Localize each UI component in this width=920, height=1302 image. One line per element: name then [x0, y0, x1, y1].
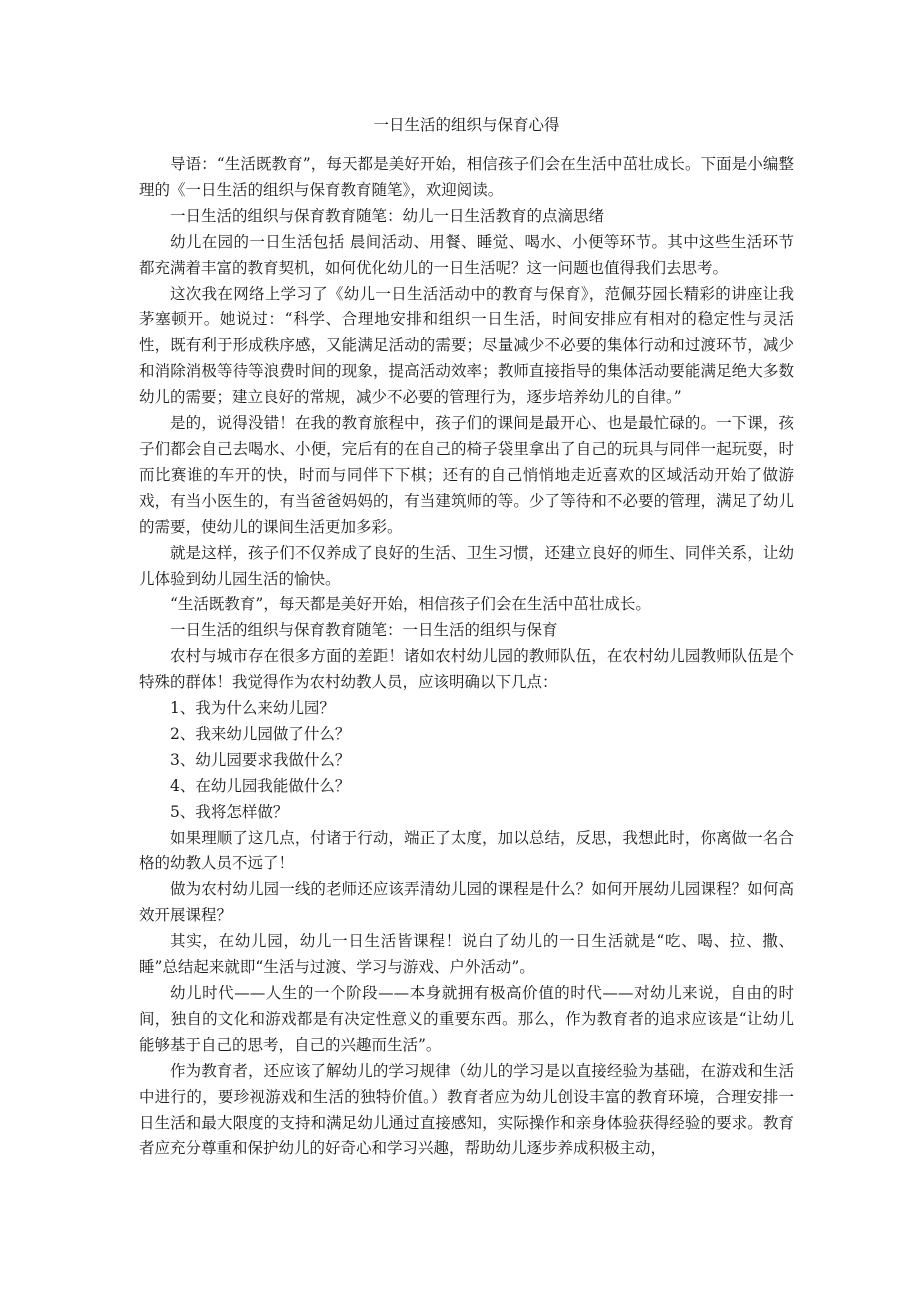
paragraph: 幼儿在园的一日生活包括 晨间活动、用餐、睡觉、喝水、小便等环节。其中这些生活环节都充满着丰富的教育契机，如何优化幼儿的一日生活呢？这一问题也值得我们去思考。	[139, 232, 794, 277]
paragraph: 做为农村幼儿园一线的老师还应该弄清幼儿园的课程是什么？如何开展幼儿园课程？如何高效开展课程？	[139, 880, 794, 925]
list-item: 1、我为什么来幼儿园？	[170, 699, 335, 718]
paragraph: 幼儿时代——人生的一个阶段——本身就拥有极高价值的时代——对幼儿来说，自由的时间，独自的文化和游戏都是有决定性意义的重要东西。那么，作为教育者的追求应该是“让幼儿能够基于自己的思考，自己的兴趣而生活”。	[139, 984, 794, 1054]
document-page	[139, 112, 794, 1162]
paragraph: 这次我在网络上学习了《幼儿一日生活活动中的教育与保育》，范佩芬园长精彩的讲座让我茅塞顿开。她说过：“科学、合理地安排和组织一日生活，时间安排应有相对的稳定性与灵活性，既有利于形成秩序感，又能满足活动的需要；尽量减少不必要的集体行动和过渡环节，减少和消除消极等待等浪费时间的现象，提高活动效率；教师直接指导的集体活动要能满足绝大多数幼儿的需要；建立良好的常规，减少不必要的管理行为，逐步培养幼儿的自律。”	[139, 284, 794, 407]
paragraph-intro: 导语：“生活既教育”，每天都是美好开始，相信孩子们会在生活中茁壮成长。下面是小编整理的《一日生活的组织与保育教育随笔》，欢迎阅读。	[139, 155, 794, 199]
paragraph: 是的，说得没错！在我的教育旅程中，孩子们的课间是最开心、也是最忙碌的。一下课，孩子们都会自己去喝水、小便，完后有的在自己的椅子袋里拿出了自己的玩具与同伴一起玩耍，时而比赛谁的车开的快，时而与同伴下下棋；还有的自己悄悄地走近喜欢的区域活动开始了做游戏，有当小医生的，有当爸爸妈妈的，有当建筑师的等。少了等待和不必要的管理，满足了幼儿的需要，使幼儿的课间生活更加多彩。	[139, 414, 794, 536]
paragraph: 农村与城市存在很多方面的差距！诸如农村幼儿园的教师队伍，在农村幼儿园教师队伍是个特殊的群体！我觉得作为农村幼教人员，应该明确以下几点：	[139, 647, 794, 692]
section-heading-2: 一日生活的组织与保育教育随笔：一日生活的组织与保育	[170, 621, 558, 640]
paragraph: 如果理顺了这几点，付诸于行动，端正了太度，加以总结，反思，我想此时，你离做一名合格的幼教人员不远了！	[139, 828, 794, 873]
paragraph: 就是这样，孩子们不仅养成了良好的生活、卫生习惯，还建立良好的师生、同伴关系，让幼儿体验到幼儿园生活的愉快。	[139, 543, 794, 588]
paragraph: “生活既教育”，每天都是美好开始，相信孩子们会在生活中茁壮成长。	[170, 595, 651, 614]
paragraph: 其实，在幼儿园，幼儿一日生活皆课程！说白了幼儿的一日生活就是“吃、喝、拉、撒、睡”总结起来就即“生活与过渡、学习与游戏、户外活动”。	[139, 932, 794, 977]
section-heading-1: 一日生活的组织与保育教育随笔：幼儿一日生活教育的点滴思绪	[170, 206, 605, 225]
paragraph: 作为教育者，还应该了解幼儿的学习规律（幼儿的学习是以直接经验为基础，在游戏和生活中进行的，要珍视游戏和生活的独特价值。）教育者应为幼儿创设丰富的教育环境，合理安排一日生活和最大限度的支持和满足幼儿通过直接感知，实际操作和亲身体验获得经验的要求。教育者应充分尊重和保护幼儿的好奇心和学习兴趣，帮助幼儿逐步养成积极主动，	[139, 1061, 794, 1158]
list-item: 5、我将怎样做？	[170, 802, 289, 821]
list-item: 2、我来幼儿园做了什么？	[170, 724, 351, 743]
list-item: 4、在幼儿园我能做什么？	[170, 776, 351, 795]
list-item: 3、幼儿园要求我做什么？	[170, 750, 351, 769]
document-title: 一日生活的组织与保育心得	[373, 116, 560, 134]
